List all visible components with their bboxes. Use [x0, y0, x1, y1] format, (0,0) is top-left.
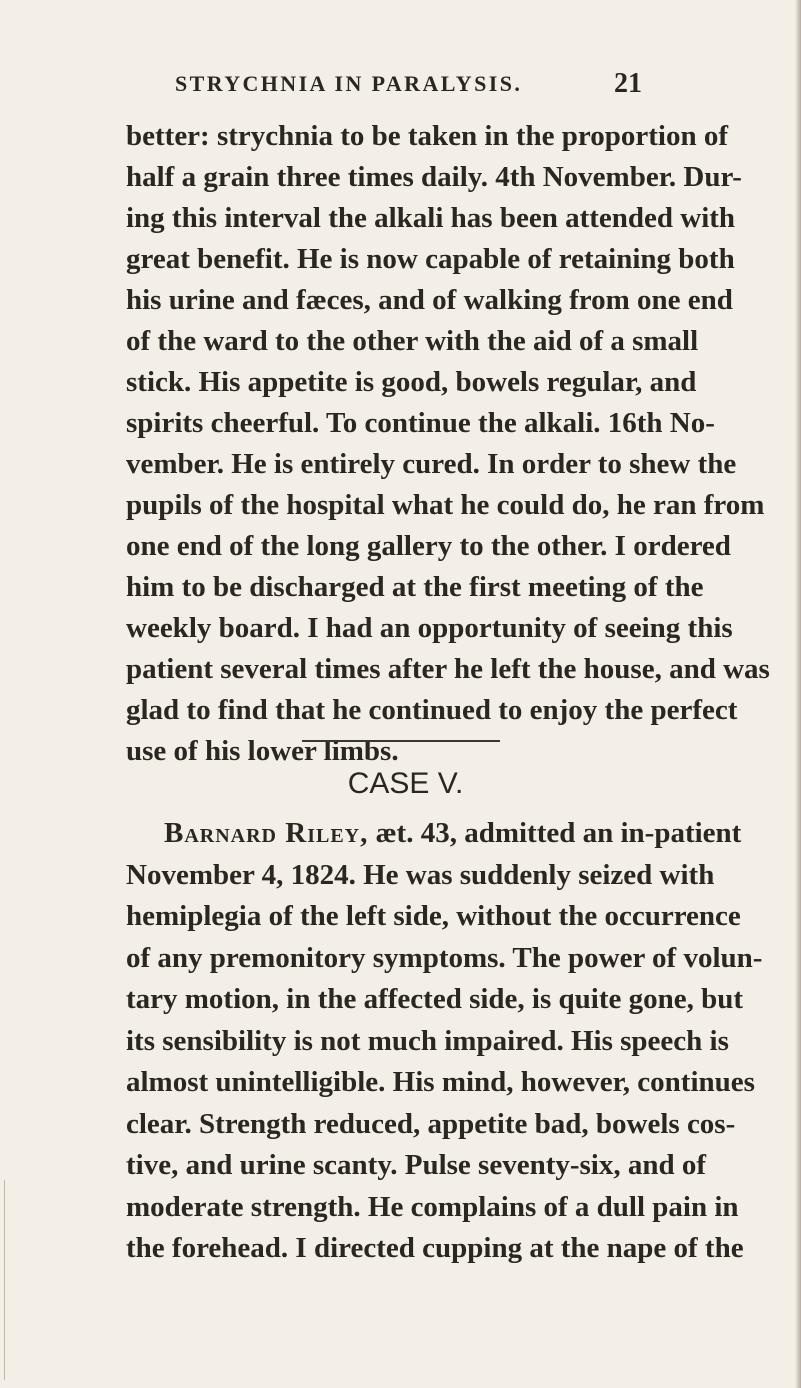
- text-line: great benefit. He is now capable of retaining both: [126, 243, 735, 275]
- text-line: almost unintelligible. His mind, however, continues: [126, 1066, 755, 1098]
- text-line: one end of the long gallery to the other. I ordered: [126, 530, 731, 562]
- text-line: of any premonitory symptoms. The power of volun-: [126, 941, 763, 974]
- text-line: stick. His appetite is good, bowels regular, and: [126, 366, 697, 398]
- running-title: STRYCHNIA IN PARALYSIS.: [175, 71, 523, 96]
- text-line: vember. He is entirely cured. In order to shew the: [126, 448, 737, 480]
- text-line: his urine and fæces, and of walking from one end: [126, 284, 733, 316]
- text-line: tary motion, in the affected side, is quite gone, but: [126, 983, 744, 1015]
- paragraph-continuation: [126, 116, 770, 772]
- patient-name: Barnard Riley,: [164, 817, 369, 849]
- text-line: weekly board. I had an opportunity of seeing this: [126, 612, 733, 644]
- text-line: use of his lower limbs.: [126, 735, 399, 767]
- page-edge-shadow: [795, 0, 801, 1388]
- text-line: the forehead. I directed cupping at the nape of the: [126, 1232, 744, 1264]
- case-heading: CASE V.: [347, 767, 464, 800]
- section-divider: [302, 740, 500, 742]
- case-paragraph: [126, 813, 763, 1270]
- text-line: ing this interval the alkali has been attended with: [126, 202, 736, 234]
- page-number: 21: [614, 68, 642, 99]
- running-head: [0, 64, 801, 104]
- text-line: glad to find that he continued to enjoy the perfect: [126, 694, 738, 726]
- text-line: spirits cheerful. To continue the alkali. 16th No-: [126, 407, 715, 439]
- text-line-first: [126, 813, 742, 855]
- text-line: clear. Strength reduced, appetite bad, bowels cos-: [126, 1107, 736, 1140]
- text-line: him to be discharged at the first meeting of the: [126, 571, 704, 603]
- text-fragment: æt. 43, admitted an in-patient: [368, 817, 742, 849]
- text-line: of the ward to the other with the aid of a small: [126, 325, 699, 357]
- binding-mark: [4, 1180, 5, 1380]
- text-line: patient several times after he left the house, and was: [126, 653, 770, 685]
- text-line: better: strychnia to be taken in the proportion of: [126, 120, 728, 152]
- text-line: tive, and urine scanty. Pulse seventy-six, and of: [126, 1149, 707, 1181]
- text-line: hemiplegia of the left side, without the occurrence: [126, 900, 741, 932]
- text-line: half a grain three times daily. 4th November. Dur-: [126, 161, 742, 193]
- text-line: its sensibility is not much impaired. His speech is: [126, 1024, 729, 1057]
- text-line: moderate strength. He complains of a dull pain in: [126, 1190, 739, 1223]
- text-line: November 4, 1824. He was suddenly seized with: [126, 858, 715, 891]
- text-line: pupils of the hospital what he could do, he ran from: [126, 489, 765, 521]
